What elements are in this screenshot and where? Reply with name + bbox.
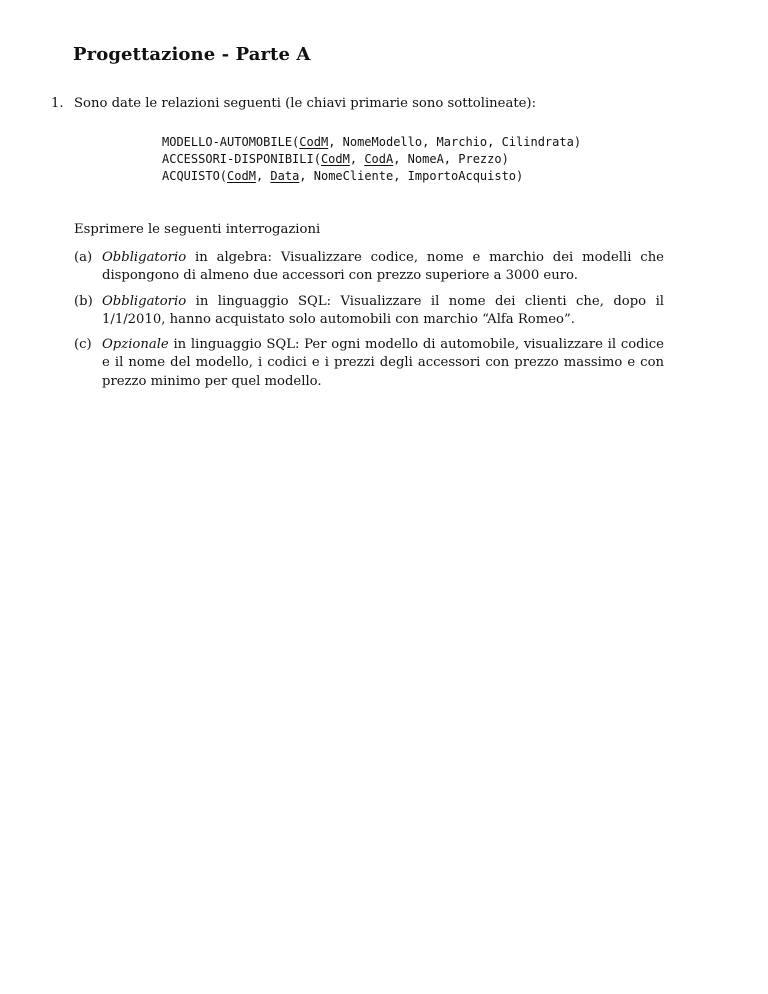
relation-attributes: , NomeModello, Marchio, Cilindrata) bbox=[328, 135, 582, 149]
item-kind: Opzionale bbox=[102, 337, 169, 353]
page-title: Progettazione - Parte A bbox=[73, 44, 311, 65]
relation-name: ACQUISTO( bbox=[162, 169, 228, 183]
relation-modello-automobile bbox=[162, 134, 581, 151]
item-label: (a) bbox=[74, 250, 93, 265]
item-label: (b) bbox=[74, 293, 93, 309]
item-text bbox=[102, 249, 664, 286]
question-text: Sono date le relazioni seguenti (le chiavi primarie sono sottolineate): bbox=[74, 96, 537, 111]
attribute-separator: , bbox=[255, 169, 271, 183]
relation-attributes: , NomeCliente, ImportoAcquisto) bbox=[299, 169, 524, 183]
relation-name: ACCESSORI-DISPONIBILI( bbox=[162, 152, 321, 166]
relation-attributes: , NomeA, Prezzo) bbox=[393, 152, 509, 166]
relation-schema bbox=[162, 134, 581, 185]
attribute-separator: , bbox=[349, 152, 365, 166]
relation-name: MODELLO-AUTOMOBILE( bbox=[162, 135, 300, 149]
item-body: in linguaggio SQL: Visualizzare il nome dei clienti che, dopo il 1/1/2010, hanno acquistato solo automobili con marchio “Alfa Romeo”. bbox=[102, 293, 664, 327]
item-kind: Obbligatorio bbox=[102, 250, 187, 265]
item-label: (c) bbox=[74, 337, 92, 353]
instructions-intro: Esprimere le seguenti interrogazioni bbox=[74, 222, 321, 237]
query-item-a bbox=[74, 249, 664, 286]
query-list bbox=[74, 249, 664, 398]
primary-key-attribute: CodM bbox=[320, 152, 350, 166]
primary-key-attribute: CodA bbox=[364, 152, 394, 166]
item-kind: Obbligatorio bbox=[102, 293, 187, 309]
primary-key-attribute: CodM bbox=[299, 135, 329, 149]
relation-acquisto bbox=[162, 168, 581, 185]
query-item-b bbox=[74, 293, 664, 330]
primary-key-attribute: Data bbox=[270, 169, 300, 183]
item-body: in linguaggio SQL: Per ogni modello di automobile, visualizzare il codice e il nome del modello, i codici e i prezzi degli accessori con prezzo massimo e con prezzo minimo per quel modello. bbox=[102, 337, 664, 389]
relation-accessori-disponibili bbox=[162, 151, 581, 168]
item-text bbox=[102, 293, 664, 330]
query-item-c bbox=[74, 336, 664, 391]
item-text bbox=[102, 336, 664, 391]
question-number: 1. bbox=[51, 96, 64, 111]
item-body: in algebra: Visualizzare codice, nome e marchio dei modelli che dispongono di almeno due accessori con prezzo superiore a 3000 euro. bbox=[102, 250, 664, 284]
primary-key-attribute: CodM bbox=[227, 169, 256, 183]
